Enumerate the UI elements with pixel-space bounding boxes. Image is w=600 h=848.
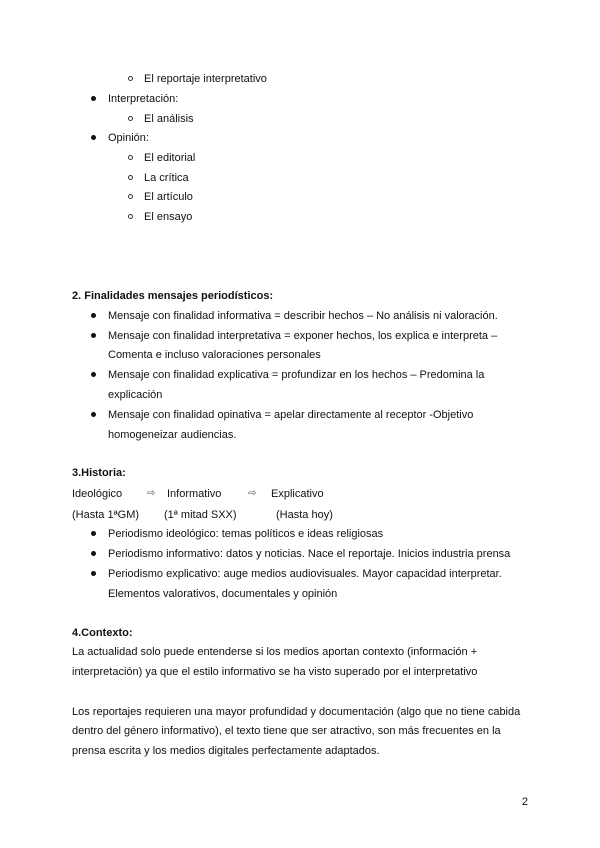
sub-bullet-icon <box>128 116 133 121</box>
timeline-date: (Hasta 1ªGM) <box>72 509 140 521</box>
bullet-icon <box>91 412 96 417</box>
sub-bullet-icon <box>128 175 133 180</box>
list-item: Mensaje con finalidad informativa = describir hechos – No análisis ni valoración. <box>108 310 498 322</box>
list-item: Mensaje con finalidad explicativa = profundizar en los hechos – Predomina la <box>108 369 485 381</box>
paragraph-line: Los reportajes requieren una mayor profundidad y documentación (algo que no tiene cabida <box>72 706 521 718</box>
list-item: Periodismo ideológico: temas políticos e ideas religiosas <box>108 528 384 540</box>
page-number: 2 <box>521 796 528 808</box>
timeline-date: (Hasta hoy) <box>276 509 333 521</box>
list-item: El artículo <box>144 191 193 203</box>
sub-bullet-icon <box>128 155 133 160</box>
bullet-icon <box>91 571 96 576</box>
section-heading: 4.Contexto: <box>72 627 133 639</box>
list-item: La crítica <box>144 172 189 184</box>
sub-bullet-icon <box>128 76 133 81</box>
section-heading: 2. Finalidades mensajes periodísticos: <box>72 290 274 302</box>
list-item: Periodismo explicativo: auge medios audiovisuales. Mayor capacidad interpretar. <box>108 568 502 580</box>
sub-bullet-icon <box>128 194 133 199</box>
bullet-icon <box>91 372 96 377</box>
bullet-icon <box>91 96 96 101</box>
list-item-continuation: Comenta e incluso valoraciones personales <box>108 349 321 361</box>
list-item: Opinión: <box>108 132 149 144</box>
list-item: El editorial <box>144 152 196 164</box>
paragraph-line: La actualidad solo puede entenderse si los medios aportan contexto (información + <box>72 646 478 658</box>
list-item: El ensayo <box>144 211 193 223</box>
paragraph-line: prensa escrita y los medios digitales perfectamente adaptados. <box>72 745 380 757</box>
bullet-icon <box>91 333 96 338</box>
timeline-label: Explicativo <box>271 488 324 500</box>
timeline-label: Informativo <box>167 488 222 500</box>
timeline-label: Ideológico <box>72 488 123 500</box>
list-item: Mensaje con finalidad interpretativa = exponer hechos, los explica e interpreta – <box>108 330 498 342</box>
arrow-right-icon: ⇨ <box>248 488 257 499</box>
bullet-icon <box>91 313 96 318</box>
list-item: Mensaje con finalidad opinativa = apelar directamente al receptor -Objetivo <box>108 409 474 421</box>
list-item-continuation: homogeneizar audiencias. <box>108 429 237 441</box>
bullet-icon <box>91 551 96 556</box>
paragraph-line: interpretación) ya que el estilo informativo se ha visto superado por el interpretativo <box>72 666 478 678</box>
list-item: El análisis <box>144 113 194 125</box>
list-item: Periodismo informativo: datos y noticias. Nace el reportaje. Inicios industria prensa <box>108 548 511 560</box>
sub-bullet-icon <box>128 214 133 219</box>
paragraph-line: dentro del género informativo), el texto tiene que ser atractivo, son más frecuentes en la <box>72 725 501 737</box>
timeline-date: (1ª mitad SXX) <box>164 509 237 521</box>
arrow-right-icon: ⇨ <box>147 488 156 499</box>
section-heading: 3.Historia: <box>72 467 126 479</box>
list-item-continuation: Elementos valorativos, documentales y opinión <box>108 588 338 600</box>
list-item: Interpretación: <box>108 93 179 105</box>
bullet-icon <box>91 531 96 536</box>
list-item: El reportaje interpretativo <box>144 73 267 85</box>
bullet-icon <box>91 135 96 140</box>
list-item-continuation: explicación <box>108 389 163 401</box>
